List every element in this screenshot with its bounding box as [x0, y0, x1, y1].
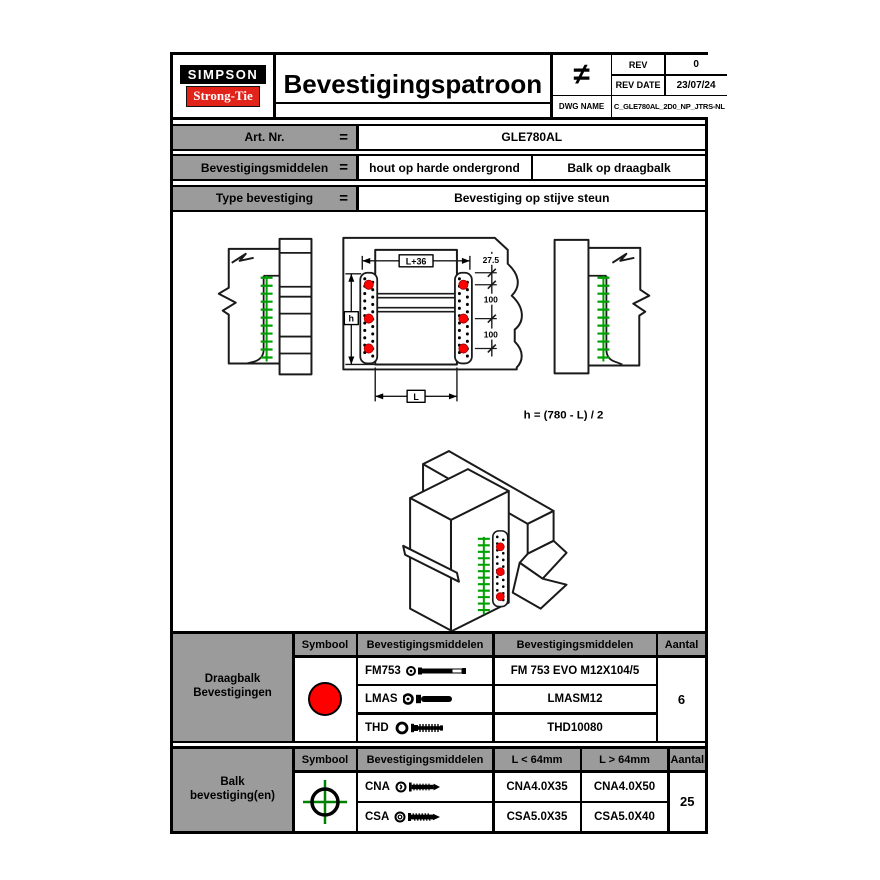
side-view-right [555, 239, 650, 373]
csa-l-large: CSA5.0X40 [582, 803, 667, 831]
equals-sign: = [339, 189, 348, 207]
balk-op-draagbalk-value: Balk op draagbalk [533, 156, 705, 179]
t1-header-middelen-2: Bevestigingsmiddelen [495, 634, 656, 655]
lmas-row-code [358, 686, 492, 712]
svg-text:h: h [348, 313, 355, 324]
t1-header-aantal: Aantal [658, 634, 705, 655]
thd-code-text: THD [365, 721, 389, 734]
draagbalk-aantal-value: 6 [658, 658, 705, 741]
type-bevestiging-value: Bevestiging op stijve steun [359, 187, 706, 210]
csa-row-code [358, 803, 492, 831]
cna-l-large: CNA4.0X50 [582, 773, 667, 801]
info-row-type-bevestiging [173, 185, 705, 212]
csa-screw-icon [394, 810, 450, 824]
revision-block [553, 55, 727, 117]
cna-code-text: CNA [365, 780, 390, 793]
t2-header-l-small: L < 64mm [495, 749, 580, 770]
fm753-bolt-icon [406, 664, 468, 678]
dwg-name-label: DWG NAME [553, 96, 611, 117]
type-bevestiging-label-text: Type bevestiging [215, 191, 314, 205]
svg-text:100: 100 [483, 294, 498, 305]
t2-header-aantal: Aantal [670, 749, 706, 770]
svg-text:100: 100 [483, 329, 498, 340]
t1-header-middelen-1: Bevestigingsmiddelen [358, 634, 492, 655]
balk-symbol-cell [295, 773, 356, 832]
rev-value: 0 [666, 55, 727, 74]
not-equal-icon: ≠ [553, 55, 611, 95]
draagbalk-label-line1: Draagbalk [204, 673, 261, 686]
side-view-left [219, 238, 312, 374]
bevestigingsmiddelen-label [173, 156, 356, 179]
rev-date-value: 23/07/24 [666, 76, 727, 95]
technical-drawing [173, 212, 705, 632]
type-bevestiging-label [173, 187, 356, 210]
title-cell [276, 55, 551, 117]
sheet-title: Bevestigingspatroon [276, 69, 551, 104]
svg-text:L+36: L+36 [405, 255, 427, 266]
svg-text:27.5: 27.5 [482, 254, 500, 265]
info-row-art-nr [173, 124, 705, 151]
svg-text:L: L [413, 391, 419, 402]
cna-l-small: CNA4.0X35 [495, 773, 580, 801]
dim-length-l [375, 367, 457, 402]
t2-header-l-large: L > 64mm [582, 749, 667, 770]
thd-product: THD10080 [495, 715, 656, 741]
ondergrond-value: hout op harde ondergrond [359, 156, 531, 179]
equals-sign: = [339, 159, 348, 176]
cna-nail-icon [395, 780, 451, 794]
lmas-code-text: LMAS [365, 693, 398, 705]
draagbalk-table-label [173, 634, 292, 741]
thd-row-code [358, 715, 492, 741]
fm753-code-text: FM753 [365, 664, 401, 677]
art-nr-value: GLE780AL [359, 126, 706, 149]
screw-row-left-view [261, 275, 273, 361]
t1-header-symbool: Symbool [295, 634, 356, 655]
fm753-product: FM 753 EVO M12X104/5 [495, 658, 656, 684]
screw-row-right-view [597, 275, 609, 361]
draagbalk-symbol-cell [295, 658, 356, 741]
title-block [173, 55, 725, 120]
dwg-name-value: C_GLE780AL_2D0_NP_JTRS-NL [612, 96, 727, 117]
thd-screw-icon [394, 721, 456, 735]
draagbalk-fasteners-table [173, 631, 705, 743]
info-row-bevestigingsmiddelen [173, 154, 705, 181]
balk-fasteners-table [173, 746, 705, 831]
balk-label-line1: Balk [220, 776, 245, 789]
balk-table-label [173, 749, 292, 831]
csa-l-small: CSA5.0X35 [495, 803, 580, 831]
red-circle-symbol-icon [308, 682, 342, 716]
equals-sign: = [339, 128, 348, 146]
front-view [343, 237, 522, 401]
fm753-row-code [358, 658, 492, 684]
height-formula: h = (780 - L) / 2 [523, 408, 604, 421]
balk-aantal-value: 25 [670, 773, 706, 832]
drawing-area [173, 212, 705, 632]
art-nr-label [173, 126, 356, 149]
lmas-anchor-icon [403, 692, 465, 706]
isometric-view [403, 451, 566, 631]
logo-simpson-text: SIMPSON [180, 65, 266, 84]
t2-header-middelen: Bevestigingsmiddelen [358, 749, 492, 770]
cna-row-code [358, 773, 492, 801]
bevestigingsmiddelen-label-text: Bevestigingsmiddelen [200, 160, 329, 175]
drawing-sheet [170, 52, 725, 834]
lmas-product: LMASM12 [495, 686, 656, 712]
draagbalk-label-line2: Bevestigingen [193, 687, 272, 700]
art-nr-label-text: Art. Nr. [244, 130, 285, 144]
logo-strongtie-text: Strong-Tie [186, 86, 259, 107]
rev-date-label: REV DATE [612, 76, 664, 95]
balk-label-line2: bevestiging(en) [190, 790, 275, 802]
t2-header-symbool: Symbool [295, 749, 356, 770]
rev-label: REV [612, 55, 664, 74]
green-crosshair-symbol-icon [302, 779, 348, 825]
csa-code-text: CSA [365, 811, 390, 823]
simpson-strongtie-logo [173, 55, 273, 117]
